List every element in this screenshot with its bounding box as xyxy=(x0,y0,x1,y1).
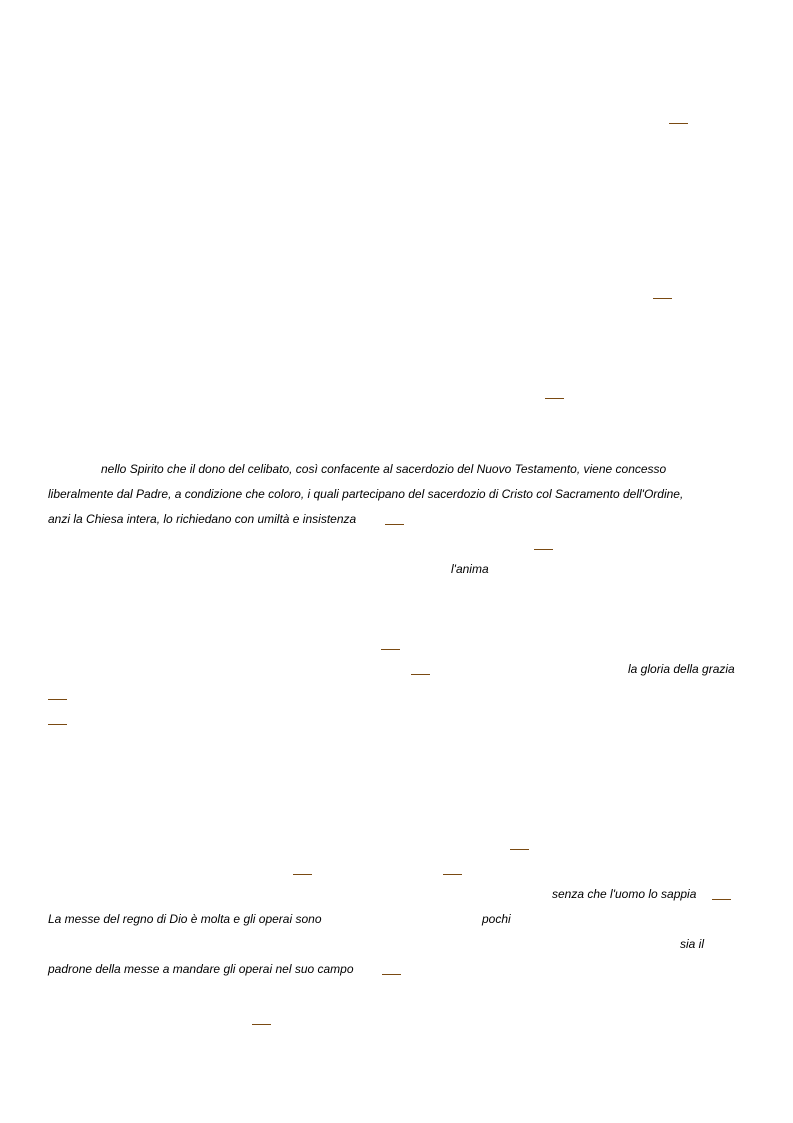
text-fragment: la gloria della grazia xyxy=(628,662,735,676)
footnote-marker[interactable] xyxy=(48,699,67,700)
footnote-marker[interactable] xyxy=(712,899,731,900)
footnote-marker[interactable] xyxy=(293,874,312,875)
text-fragment: La messe del regno di Dio è molta e gli operai sono xyxy=(48,912,322,926)
text-fragment: pochi xyxy=(482,912,511,926)
paragraph-line: anzi la Chiesa intera, lo richiedano con umiltà e insistenza xyxy=(48,512,357,526)
footnote-marker[interactable] xyxy=(381,649,400,650)
text-fragment: senza che l'uomo lo sappia xyxy=(552,887,697,901)
paragraph-line: liberalmente dal Padre, a condizione che coloro, i quali partecipano del sacerdozio di Cristo col Sacramento dell'Ordine, xyxy=(48,487,684,501)
footnote-marker[interactable] xyxy=(534,549,553,550)
footnote-marker[interactable] xyxy=(385,524,404,525)
footnote-marker[interactable] xyxy=(382,974,401,975)
footnote-marker[interactable] xyxy=(252,1024,271,1025)
footnote-marker[interactable] xyxy=(669,123,688,124)
footnote-marker[interactable] xyxy=(653,298,672,299)
text-fragment: padrone della messe a mandare gli operai nel suo campo xyxy=(48,962,354,976)
text-fragment: l'anima xyxy=(451,562,489,576)
text-fragment: sia il xyxy=(680,937,705,951)
paragraph-line: nello Spirito che il dono del celibato, così confacente al sacerdozio del Nuovo Testamento, viene concesso xyxy=(101,462,667,476)
footnote-marker[interactable] xyxy=(48,724,67,725)
footnote-marker[interactable] xyxy=(411,674,430,675)
footnote-marker[interactable] xyxy=(510,849,529,850)
footnote-marker[interactable] xyxy=(443,874,462,875)
footnote-marker[interactable] xyxy=(545,398,564,399)
